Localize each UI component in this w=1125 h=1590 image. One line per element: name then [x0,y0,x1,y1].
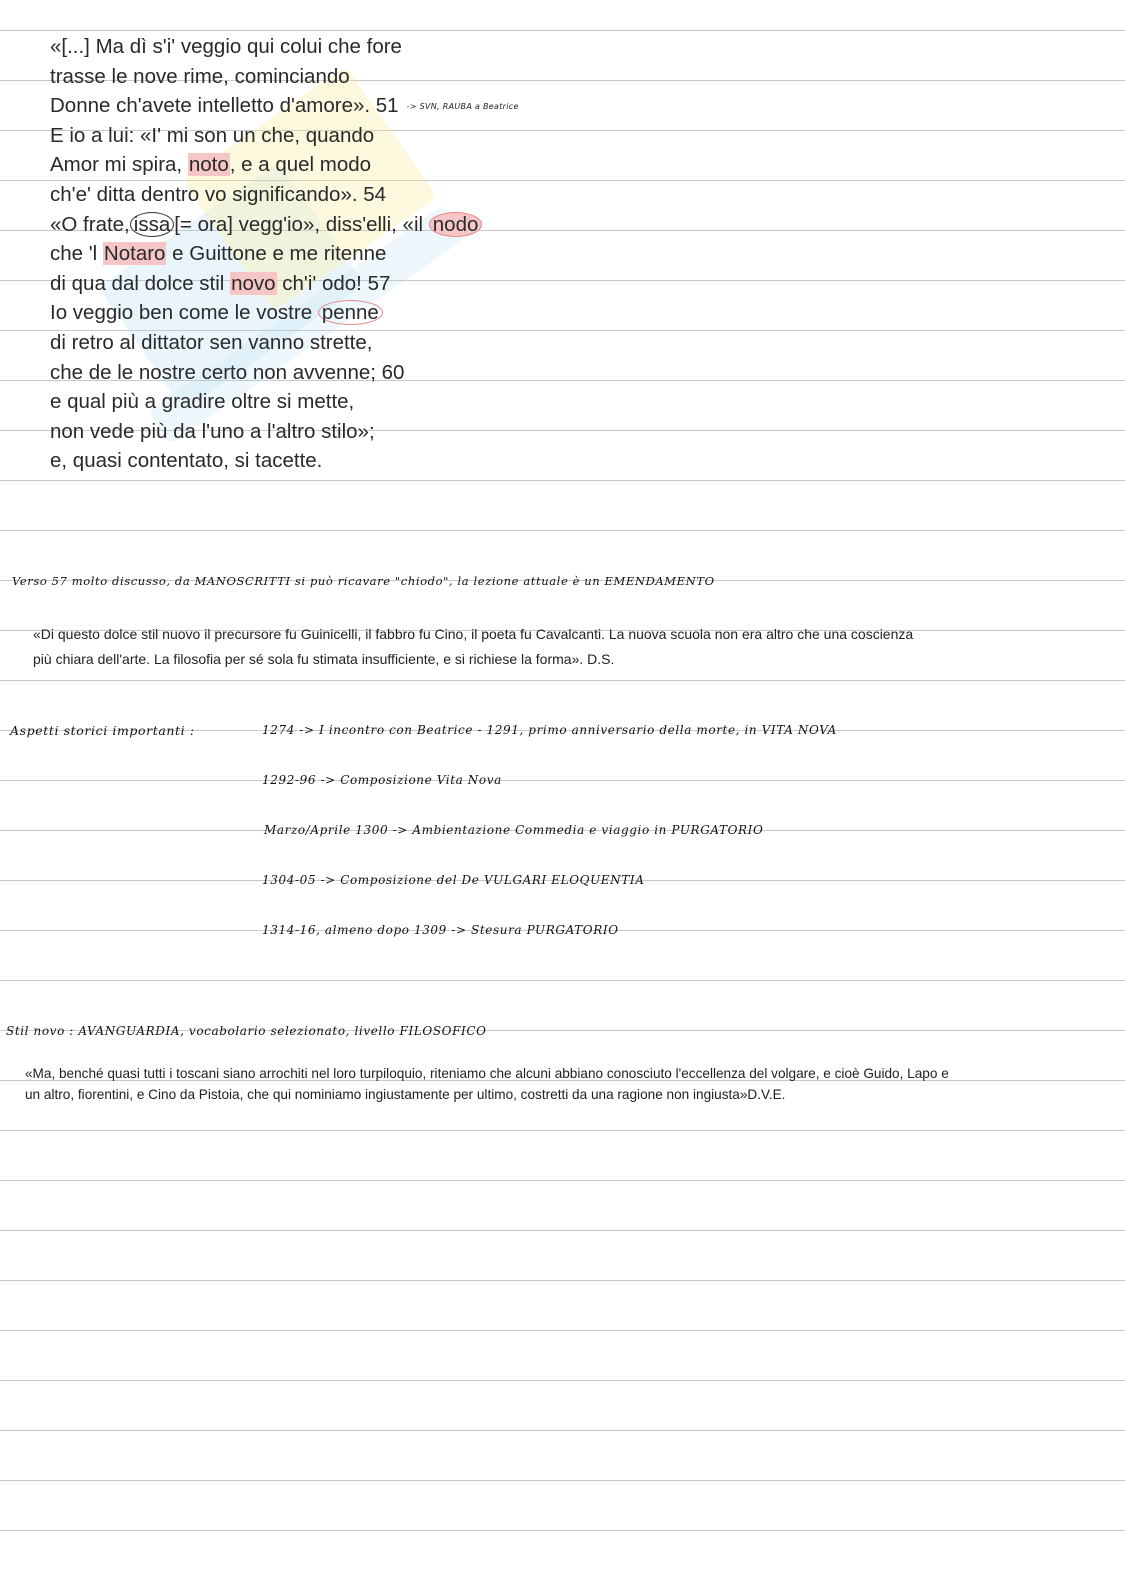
poem-line: di qua dal dolce stil novo ch'i' odo! 57 [50,271,391,295]
quote-line: un altro, fiorentini, e Cino da Pistoia, che qui nominiamo ingiustamente per ultimo, costretti da una ragione non ingiusta»D.V.E. [25,1087,786,1102]
quote-line: «Ma, benché quasi tutti i toscani siano arrochiti nel loro turpiloquio, riteniamo che alcuni abbiano conosciuto l'eccellenza del volgare, e cioè Guido, Lapo e [25,1066,949,1081]
poem-line: «[...] Ma dì s'i' veggio qui colui che fore [50,35,402,58]
highlight-word: Notaro [103,242,166,266]
poem-line: non vede più da l'uno a l'altro stilo»; [50,419,375,443]
quote-line: più chiara dell'arte. La filosofia per sé sola fu stimata insufficiente, e si richiese la forma». D.S. [33,651,615,667]
poem-line: di retro al dittator sen vanno strette, [50,330,373,354]
highlight-word: noto [188,153,229,177]
timeline-item: Marzo/Aprile 1300 -> Ambientazione Commedia e viaggio in PURGATORIO [264,823,764,837]
quote-de-sanctis [33,622,913,672]
poem-block [50,32,610,476]
timeline-item: 1292-96 -> Composizione Vita Nova [262,773,502,787]
poem-line: trasse le nove rime, cominciando [50,64,350,88]
poem-line: Amor mi spira, noto, e a quel modo [50,153,372,177]
timeline-item: 1304-05 -> Composizione del De VULGARI ELOQUENTIA [262,873,645,887]
verse-note: Verso 57 molto discusso, da MANOSCRITTI si può ricavare "chiodo", la lezione attuale è un EMENDAMENTO [12,574,715,588]
margin-note: -> SVN, RAUBA a Beatrice [406,101,519,111]
highlight-word: novo [231,271,276,295]
poem-line: e, quasi contentato, si tacette. [50,449,323,473]
timeline-item: 1314-16, almeno dopo 1309 -> Stesura PURGATORIO [262,923,619,937]
timeline-item: 1274 -> I incontro con Beatrice - 1291, primo anniversario della morte, in VITA NOVA [262,723,837,737]
poem-line: Io veggio ben come le vostre penne [50,298,610,328]
circled-word: issa [130,212,174,237]
poem-line: E io a lui: «I' mi son un che, quando [50,123,375,147]
circled-word: penne [318,300,383,325]
poem-line: «O frate, issa [= ora] vegg'io», diss'elli, «il nodo [50,210,610,240]
poem-line: e qual più a gradire oltre si mette, [50,390,355,414]
aspects-label: Aspetti storici importanti : [10,723,195,738]
poem-line: ch'e' ditta dentro vo significando». 54 [50,182,387,206]
highlight-word: nodo [429,212,483,237]
quote-dve [25,1063,949,1105]
poem-line: Donne ch'avete intelletto d'amore». 51 -> SVN, RAUBA a Beatrice [50,94,519,118]
poem-line: che 'l Notaro e Guittone e me ritenne [50,242,387,266]
quote-line: «Di questo dolce stil nuovo il precursore fu Guinicelli, il fabbro fu Cino, il poeta fu Cavalcanti. La nuova scuola non era altro che una coscienza [33,626,914,642]
poem-line: che de le nostre certo non avvenne; 60 [50,360,405,384]
stil-novo-note: Stil novo : AVANGUARDIA, vocabolario selezionato, livello FILOSOFICO [6,1024,487,1038]
